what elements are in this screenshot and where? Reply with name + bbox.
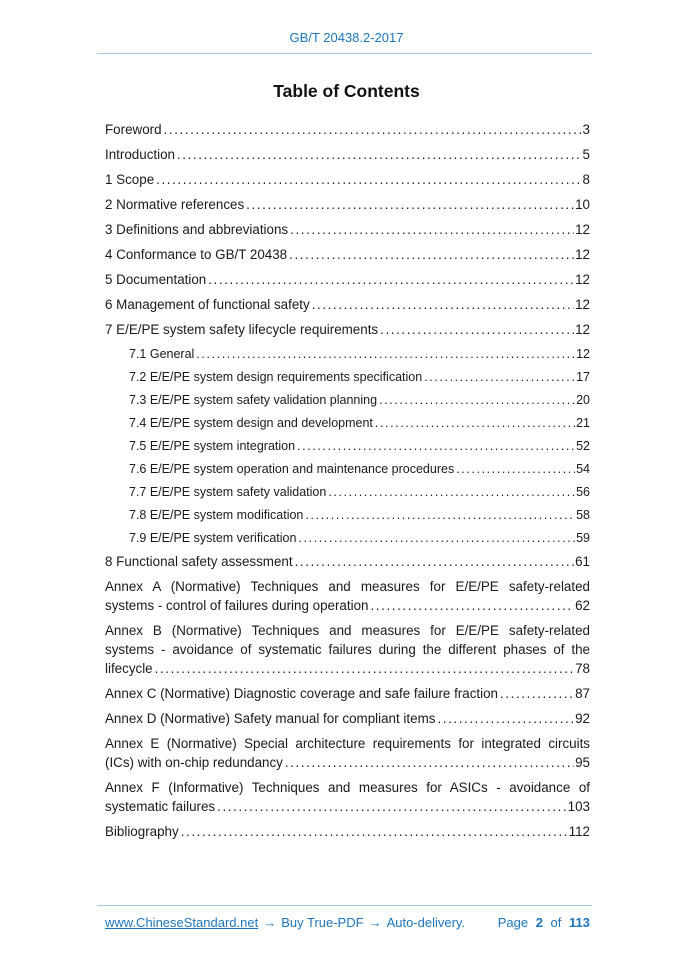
toc-dot-leader [435,709,574,728]
toc-page-number: 12 [575,222,590,237]
toc-entry [105,295,590,314]
toc-page-number: 59 [576,531,590,545]
toc-entry-line [129,529,590,547]
footer-left [105,915,465,930]
site-link[interactable]: www.ChineseStandard.net [105,915,259,930]
toc-entry [105,577,590,615]
toc-page-number: 21 [576,416,590,430]
toc-dot-leader [373,414,575,432]
toc-entry-line [105,709,590,728]
toc-page-number: 52 [576,439,590,453]
page-footer [97,905,592,930]
toc-entry-label: 7.3 E/E/PE system safety validation planning [129,393,378,407]
toc-page-number: 95 [575,755,590,770]
toc-dot-leader [422,368,575,386]
toc-entry [105,734,590,772]
toc-entry [105,822,590,841]
footer-row [97,906,592,930]
toc-entry [105,709,590,728]
toc-page-number: 20 [576,393,590,407]
toc-entry-label: 1 Scope [105,172,155,187]
toc-page-number: 112 [568,824,590,839]
toc-entry-line [105,753,590,772]
toc-entry-sub [129,506,590,524]
header-rule [97,53,592,54]
toc-entry-line [105,270,590,289]
toc-dot-leader [244,195,574,214]
toc-entry-line [129,391,590,409]
toc-entry-label: 7.7 E/E/PE system safety validation [129,485,327,499]
toc-entry-label: (ICs) with on-chip redundancy [105,755,283,770]
toc-entry-line [129,437,590,455]
toc-entry-sub [129,368,590,386]
toc-dot-leader [303,506,575,524]
toc-entry-label: Annex C (Normative) Diagnostic coverage and safe failure fraction [105,686,498,701]
toc-entry [105,120,590,139]
toc-entry [105,778,590,816]
toc-entry-line [105,684,590,703]
toc-dot-leader [179,822,568,841]
toc-entry-label: 8 Functional safety assessment [105,554,293,569]
toc-dot-leader [175,145,582,164]
toc-entry-sub [129,345,590,363]
toc-entry-label: 7.8 E/E/PE system modification [129,508,304,522]
toc-dot-leader [194,345,575,363]
toc-entry-sub [129,529,590,547]
toc-page-number: 12 [575,297,590,312]
toc-entry [105,320,590,339]
toc-entry-line [105,659,590,678]
toc-page-number: 78 [575,661,590,676]
toc-entry-line [105,295,590,314]
toc-entry-wrap-line: Annex A (Normative) Techniques and measures for E/E/PE safety-related [105,579,590,594]
toc-entry-label: Introduction [105,147,175,162]
toc-page-number: 12 [575,322,590,337]
toc-entry-wrap-line: systems - avoidance of systematic failures during the different phases of the [105,642,590,657]
toc-entry-label: 5 Documentation [105,272,207,287]
toc-entry-label: 6 Management of functional safety [105,297,310,312]
toc-list [105,120,590,841]
footer-page-word: Page [497,915,529,930]
toc-dot-leader [162,120,582,139]
toc-entry-sub [129,437,590,455]
toc-entry-wrap-line: Annex B (Normative) Techniques and measures for E/E/PE safety-related [105,623,590,638]
toc-entry-line [105,245,590,264]
toc-entry-sub [129,391,590,409]
toc-entry-label: Foreword [105,122,162,137]
toc-dot-leader [378,320,574,339]
toc-entry-line [105,195,590,214]
arrow-icon: → [263,915,277,930]
toc-page-number: 3 [582,122,590,137]
toc-page-number: 8 [582,172,590,187]
footer-of-word: of [550,915,562,930]
toc-dot-leader [296,529,575,547]
toc-entry-line [129,345,590,363]
toc-dot-leader [283,753,574,772]
toc-dot-leader [377,391,575,409]
toc-entry-label: 7.6 E/E/PE system operation and maintenance procedures [129,462,455,476]
toc-entry-sub [129,483,590,501]
toc-entry-line [129,368,590,386]
toc-page-number: 12 [575,247,590,262]
toc-entry-line [105,552,590,571]
toc-page-number: 92 [575,711,590,726]
toc-entry-label: lifecycle [105,661,153,676]
footer-page-current: 2 [535,915,543,930]
toc-entry-label: Annex D (Normative) Safety manual for compliant items [105,711,436,726]
page-title: Table of Contents [273,81,420,101]
toc-entry-sub [129,414,590,432]
toc-entry-line [105,120,590,139]
toc-page-number: 87 [575,686,590,701]
toc-entry-line [129,414,590,432]
toc-dot-leader [206,270,574,289]
toc-page-number: 12 [575,272,590,287]
toc-dot-leader [153,659,574,678]
toc-entry [105,552,590,571]
toc-entry-line [105,145,590,164]
footer-page-indicator [494,915,590,930]
toc-dot-leader [288,220,574,239]
page-header [0,0,693,54]
toc-dot-leader [287,245,574,264]
toc-entry-line [105,596,590,615]
toc-entry-label: 2 Normative references [105,197,245,212]
toc-entry [105,621,590,678]
toc-entry [105,245,590,264]
toc-page-number: 56 [576,485,590,499]
arrow-icon: → [368,915,382,930]
footer-buy-text: Buy True-PDF [281,915,364,930]
toc-entry [105,220,590,239]
toc-dot-leader [293,552,575,571]
footer-delivery-text: Auto-delivery. [386,915,466,930]
doc-number: GB/T 20438.2-2017 [289,30,404,45]
toc-page-number: 17 [576,370,590,384]
toc-entry-wrap-line: Annex E (Normative) Special architecture requirements for integrated circuits [105,736,590,751]
toc-dot-leader [326,483,575,501]
toc-page-number: 58 [576,508,590,522]
toc-entry [105,684,590,703]
toc-page-number: 103 [567,799,590,814]
toc-dot-leader [310,295,574,314]
toc-entry [105,145,590,164]
toc-entry-line [105,170,590,189]
toc-dot-leader [154,170,581,189]
toc-entry-label: Bibliography [105,824,179,839]
toc-entry [105,270,590,289]
toc-entry-line [129,460,590,478]
toc-page-number: 10 [575,197,590,212]
toc-entry-label: 7.5 E/E/PE system integration [129,439,296,453]
toc-dot-leader [454,460,575,478]
toc-page-number: 5 [582,147,590,162]
toc-page-number: 12 [576,347,590,361]
toc-page-number: 61 [575,554,590,569]
toc-entry-label: 3 Definitions and abbreviations [105,222,289,237]
toc-entry-label: 7 E/E/PE system safety lifecycle requirements [105,322,379,337]
toc-page-number: 62 [575,598,590,613]
footer-page-total: 113 [569,915,590,930]
toc-entry [105,195,590,214]
toc-entry-label: 7.9 E/E/PE system verification [129,531,297,545]
toc-entry-line [105,822,590,841]
toc-entry [105,170,590,189]
toc-entry-line [129,483,590,501]
toc-dot-leader [215,797,567,816]
toc-page-number: 54 [576,462,590,476]
toc-entry-line [105,220,590,239]
toc-entry-label: systems - control of failures during operation [105,598,369,613]
toc-entry-line [105,320,590,339]
toc-entry-line [129,506,590,524]
toc-entry-sub [129,460,590,478]
toc-dot-leader [498,684,574,703]
toc-entry-label: systematic failures [105,799,216,814]
toc-entry-label: 4 Conformance to GB/T 20438 [105,247,288,262]
toc-entry-wrap-line: Annex F (Informative) Techniques and measures for ASICs - avoidance of [105,780,590,795]
toc-dot-leader [295,437,575,455]
toc-entry-label: 7.4 E/E/PE system design and development [129,416,373,430]
toc-dot-leader [368,596,574,615]
toc-entry-label: 7.1 General [129,347,195,361]
toc-entry-label: 7.2 E/E/PE system design requirements specification [129,370,423,384]
toc-entry-line [105,797,590,816]
